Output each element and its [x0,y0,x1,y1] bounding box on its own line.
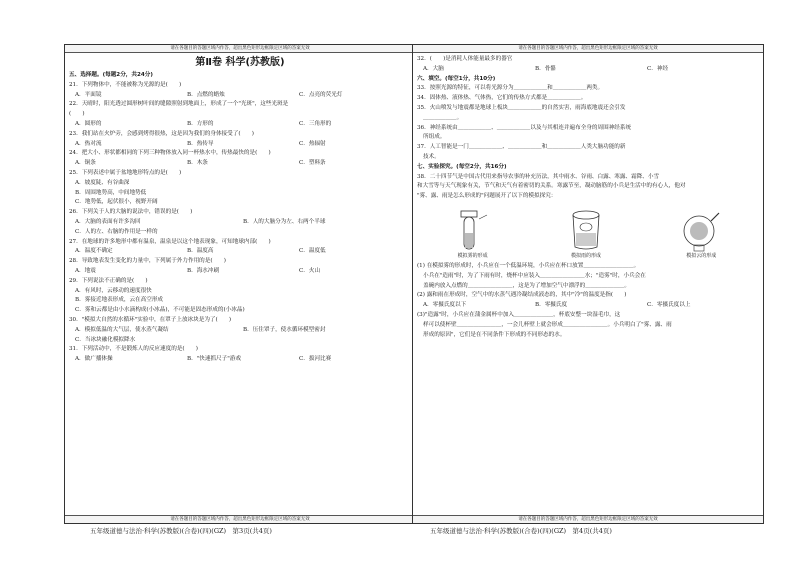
bottom-notice-bar: 请在各题目的答题区域内作答，超出黑色矩形边框限定区域的答案无效 [413,515,763,523]
option-row [69,247,411,257]
top-notice-bar: 请在各题目的答题区域内作答，超出黑色矩形边框限定区域的答案无效 [65,45,415,53]
question-stem: 30．"模拟大自然的水循环"实验中，在罩子上放冰块是为了( ) [69,316,232,323]
option: A．铜条 [75,160,96,167]
page-footer-right: 五年级道德与法治·科学(苏教版)(合卷)(四)(GZ) 第4页(共4页) [430,527,612,535]
option: C．三角形的 [299,120,332,127]
option: A．零摄氏度以下 [423,302,467,309]
sub-question: (3)"造露"时，小兵应在蒲金属杯中加入＿＿＿＿＿＿＿，杯底安整一块湿毛巾，这 [417,311,621,318]
option: C．人的左、右脑的作用是一样的 [75,228,158,235]
option: A．大脑 [423,65,444,72]
right-answer-page [412,44,764,524]
option: C．地势低，起伏很小，视野开阔 [75,199,158,206]
cloud-experiment-figure [679,207,723,260]
option-row [69,326,411,336]
option-row [69,218,411,228]
fill-line: 33．按照光源的特征，可以将光源分为＿＿＿＿＿＿和＿＿＿＿＿＿两类。 [417,85,604,92]
question-stem: 23．我们站在火炉旁，会感到烤得很热，这是因为我们的身体接受了( ) [69,130,254,137]
option-row [69,91,411,101]
fill-line: 35．火山喷发与地震都是地球上板块＿＿＿＿＿＿的自然实害，雨海底地震还会引发 [417,104,626,111]
option-row [417,301,759,311]
option: B．骨骼 [535,65,556,72]
sub-question: 盖碗内放入点燃的＿＿＿＿＿＿＿＿，这是为了增加空气中漂浮的＿＿＿＿＿＿＿。 [423,282,630,289]
option: C．火山 [299,267,321,274]
fog-experiment-figure [453,207,493,260]
page-footer-left: 五年级道德与法治·科学(苏教版)(合卷)(四)(GZ) 第3页(共4页) [90,527,272,535]
option: B．人的大脑分为左、右两个半球 [243,218,326,225]
option: C．零摄氏度以上 [647,302,691,309]
option: B．木条 [187,160,208,167]
question-stem: 24．把大小、形状都相同的下列三种物体放入同一杯热水中，传热最快的是( ) [69,150,271,157]
beaker-icon [564,207,608,253]
option: C．点亮的荧光灯 [299,91,343,98]
question-stem: 32．( )是消耗人体能量最多的器官 [417,56,513,62]
question-stem: 31．下列活动中，不是锻炼人的反应速度的是( ) [69,346,198,353]
figure-caption: 模拟云的形成 [686,252,717,259]
option: B．点燃的蜡烛 [187,91,225,98]
option-row [69,267,411,277]
option: A．圆形的 [75,120,102,127]
fill-line: 37．人工智能是一门＿＿＿＿＿＿、＿＿＿＿＿＿和＿＿＿＿＿＿人类大脑功能的新 [417,144,626,151]
fill-line: 技术。 [423,153,440,160]
question-stem: 21．下列物体中，不能被称为光源的是( ) [69,81,182,88]
option: A．有风时，云移动的速度很快 [75,287,152,294]
sub-question: (2) 露和雨在形成时，空气中的水蒸气遇冷凝结成液态的，其中"冷"的温度是指( ) [417,292,627,299]
question-stem: 29．下列说法不正确的是( ) [69,277,148,284]
question-stem: 25．下列表述中属于盆地地形特点的是( ) [69,169,182,176]
flask-icon [679,207,723,253]
sub-question: 样可以使杯壁＿＿＿＿＿＿＿＿，一会儿杯壁上就会形成＿＿＿＿＿＿＿＿。小兵明白了"雾、露、雨 [423,321,672,328]
question-stem: 27．在地球的许多地形中都有温泉，温泉是以这个地表现象，可知地球内部( ) [69,238,271,245]
section-heading-choice: 五、选择题。(每题2分，共24分) [69,72,153,78]
option: B．热传导 [187,140,214,147]
question-stem: "雾、露、雨是怎么形成的"问题展开了以下的模拟探究： [417,193,557,200]
top-notice-bar: 请在各题目的答题区域内作答，超出黑色矩形边框限定区域的答案无效 [413,45,763,53]
option: A．大脑的表面有许多沟回 [75,218,141,225]
question-stem: 28．导致地表发生变化的力量中，下列属于外力作用的是( ) [69,258,226,265]
option: A．平面镜 [75,91,102,98]
option: B．压住罩子，使水循环模型密封 [243,326,326,333]
paper-title: 第Ⅱ卷 科学(苏教版) [195,57,285,68]
option: C．拔河比赛 [299,356,332,363]
option: B．周围地势高，中间地势低 [75,189,147,196]
experiment-figures [417,204,759,260]
option: A．做广播体操 [75,356,113,363]
right-page-content [417,55,759,513]
sub-question: 形成的原因"，它们是在不同条件下形成的不同形态的水。 [423,331,566,338]
option: C．塑料条 [299,160,326,167]
question-stem: 26．下列关于人的大脑的说法中，错误的是( ) [69,209,193,216]
option: B．雾接近地表形成，云在高空形成 [75,297,164,304]
option: A．模拟低温的大气层，使水蒸气凝结 [75,326,169,333]
bottom-notice-bar: 请在各题目的答题区域内作答，超出黑色矩形边框限定区域的答案无效 [65,515,415,523]
rain-experiment-figure [564,207,608,260]
section-heading-experiment: 七、实验探究。(每空2分，共16分) [417,163,507,170]
option-row [69,120,411,130]
figure-caption: 模拟雾的形成 [457,252,488,259]
question-stem: 38．二十四节气是中国古代用来指导农事的补充历法，其中雨水、谷雨、白露、寒露、霜降、小雪 [417,173,660,180]
option-row [69,159,411,169]
option: B．海水冲刷 [187,267,220,274]
fill-line: 36．神经系统由＿＿＿＿＿＿、＿＿＿＿＿＿以及与其相连并遍布全身的周围神经系统 [417,124,632,131]
question-list [69,81,411,365]
left-answer-page [64,44,416,524]
question-stem: 和大雪等与天气现象有关，节气和天气有着密切的关系。寒露节至，凝动脑筋的小兵是生活中的有心人，他对 [417,183,686,190]
option: A．热对流 [75,140,102,147]
fill-line: ＿＿＿＿＿＿。 [423,114,463,121]
option-row [417,65,759,75]
question-stem-tail: ( ) [69,111,85,118]
sub-question: (1) 在模拟雾的形成时，小兵应在一个低温环境，小兵应在杯口放置＿＿＿＿＿＿＿＿＿。 [417,262,640,269]
figure-caption: 模拟雨的形成 [570,252,601,259]
option: B．"快速抓尺子"游戏 [187,356,242,363]
fill-line: 34．固体热、液体热、气体热，它们的传热方式都是＿＿＿＿＿＿。 [417,95,587,102]
test-tube-icon [453,207,493,253]
option: C．温度低 [299,248,326,255]
option: B．零摄氏度 [535,302,568,309]
option: C．热辐射 [299,140,326,147]
question-stem: 22．天晴时，阳光透过圆形树叶间的缝隙照射到地面上，形成了一个"光斑"，这些光斑是 [69,101,289,108]
option: B．温度高 [187,248,214,255]
sub-question: 小兵在"造雨"时，为了下雨有时，烧杯中应装入＿＿＿＿＿＿＿＿水；"造雾"时，小兵会在 [423,272,646,279]
section-heading-fill: 六、填空。(每空1分，共10分) [417,75,496,82]
option: A．地震 [75,267,96,274]
left-page-content [69,55,411,513]
option: C．雾和云都是由小水滴构成(小冰晶)，不可能是固态形成的(小冰晶) [75,307,245,314]
fill-line: 所组成。 [423,134,446,141]
option-row [69,355,411,365]
option: A．坡度陡、有谷曲深 [75,179,130,186]
option: A．温度不确定 [75,248,113,255]
option: B．方形的 [187,120,214,127]
option-row [69,140,411,150]
option: C．神经 [647,65,669,72]
option: C．当冰块融化模拟降水 [75,336,136,343]
